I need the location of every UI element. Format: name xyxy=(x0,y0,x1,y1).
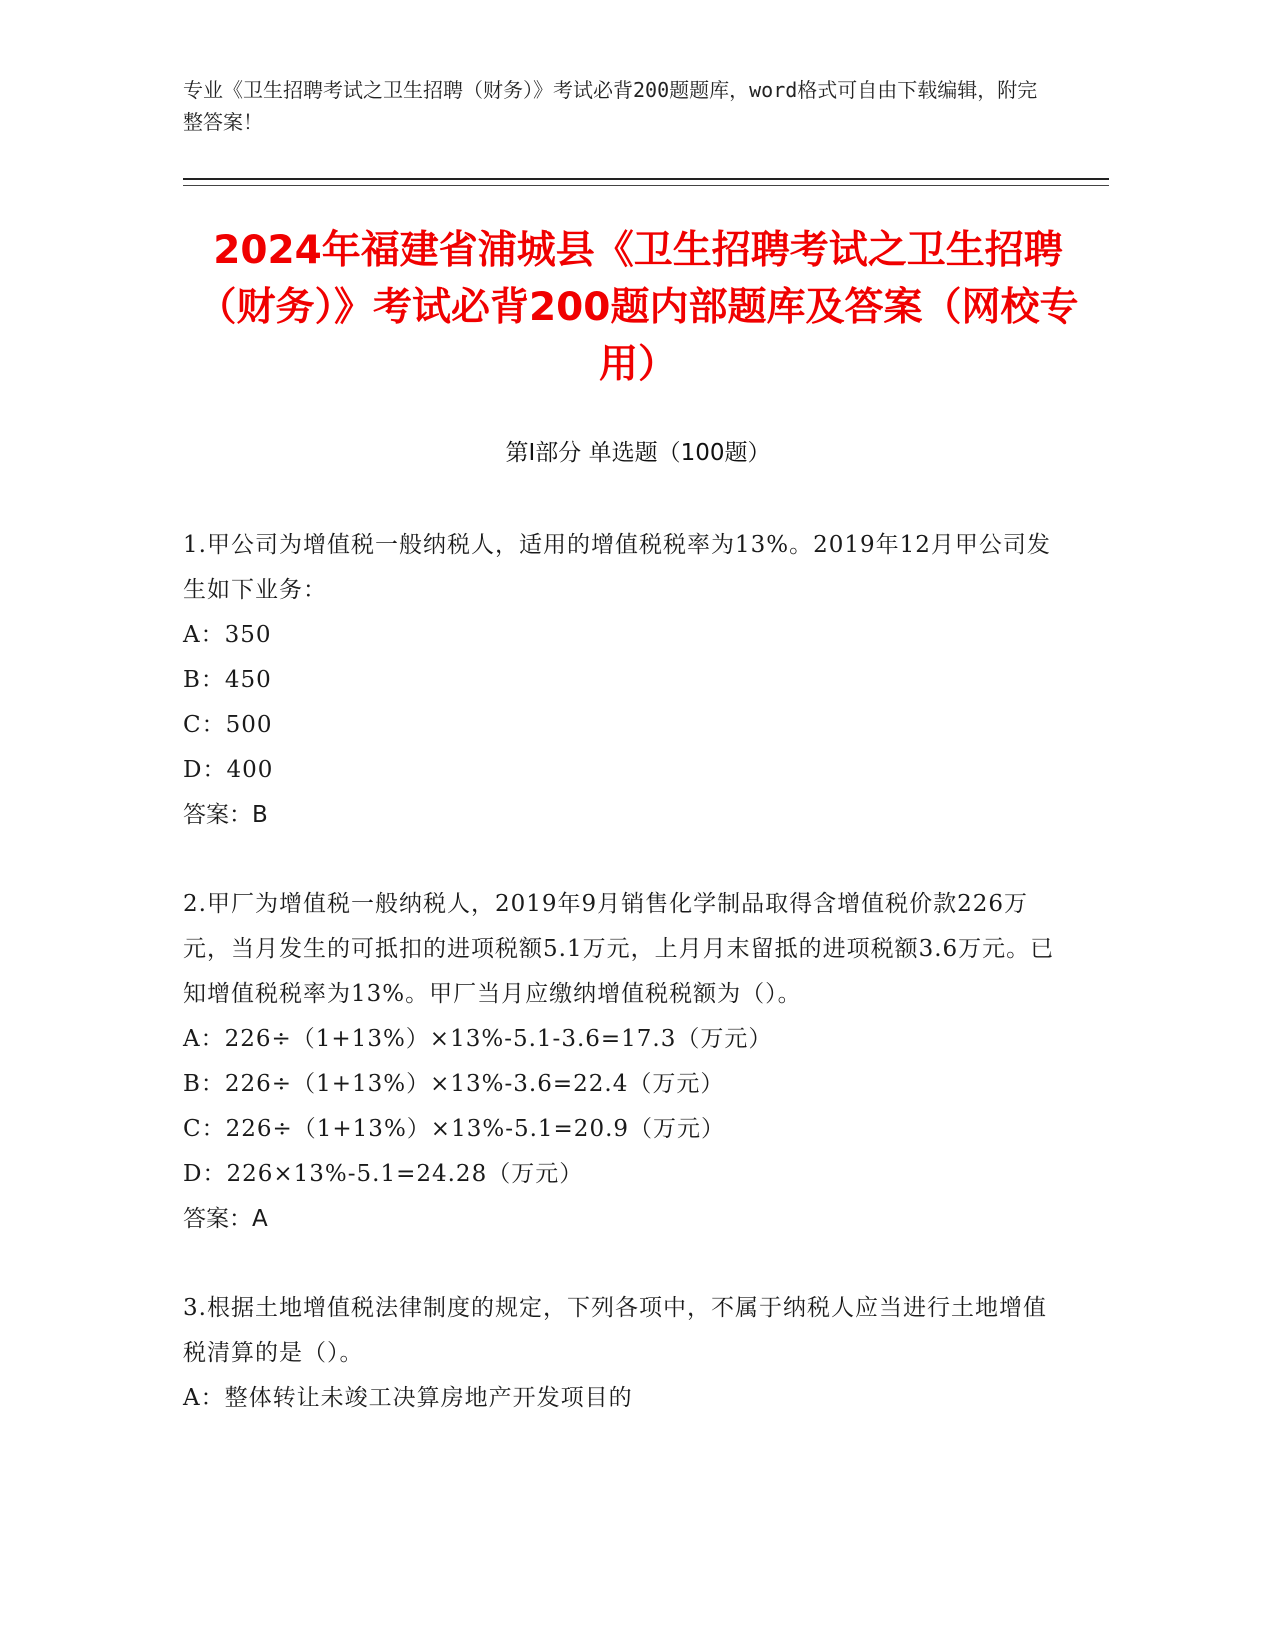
option-c: C：226÷（1+13%）×13%-5.1=20.9（万元） xyxy=(183,1116,726,1142)
question-item xyxy=(183,523,1063,838)
question-item xyxy=(183,1286,1063,1421)
header-divider-thin xyxy=(183,185,1109,186)
question-stem: 1.甲公司为增值税一般纳税人，适用的增值税税率为13%。2019年12月甲公司发生如下业务： xyxy=(183,532,1051,603)
option-d: D：400 xyxy=(183,757,274,783)
option-a: A：整体转让未竣工决算房地产开发项目的 xyxy=(183,1385,633,1411)
answer-text: 答案：A xyxy=(183,1206,268,1232)
header-note: 专业《卫生招聘考试之卫生招聘（财务）》考试必背200题题库，word格式可自由下载编辑，附完整答案！ xyxy=(183,78,1038,134)
question-list xyxy=(183,523,1063,1465)
answer-text: 答案：B xyxy=(183,802,268,828)
question-stem: 2.甲厂为增值税一般纳税人，2019年9月销售化学制品取得含增值税价款226万元，当月发生的可抵扣的进项税额5.1万元，上月月末留抵的进项税额3.6万元。已知增值税税率为13%。甲厂当月应缴纳增值税税额为（）。 xyxy=(183,891,1055,1007)
option-d: D：226×13%-5.1=24.28（万元） xyxy=(183,1161,584,1187)
header-divider-thick xyxy=(183,178,1109,180)
option-b: B：450 xyxy=(183,667,272,693)
option-a: A：226÷（1+13%）×13%-5.1-3.6=17.3（万元） xyxy=(183,1026,773,1052)
option-c: C：500 xyxy=(183,712,273,738)
option-b: B：226÷（1+13%）×13%-3.6=22.4（万元） xyxy=(183,1071,725,1097)
option-a: A：350 xyxy=(183,622,272,648)
question-stem: 3.根据土地增值税法律制度的规定，下列各项中，不属于纳税人应当进行土地增值税清算的是（）。 xyxy=(183,1295,1047,1366)
document-title: 2024年福建省浦城县《卫生招聘考试之卫生招聘（财务）》考试必背200题内部题库及答案（网校专用） xyxy=(197,228,1079,387)
section-title: 第Ⅰ部分 单选题（100题） xyxy=(505,440,771,466)
question-item xyxy=(183,882,1063,1242)
